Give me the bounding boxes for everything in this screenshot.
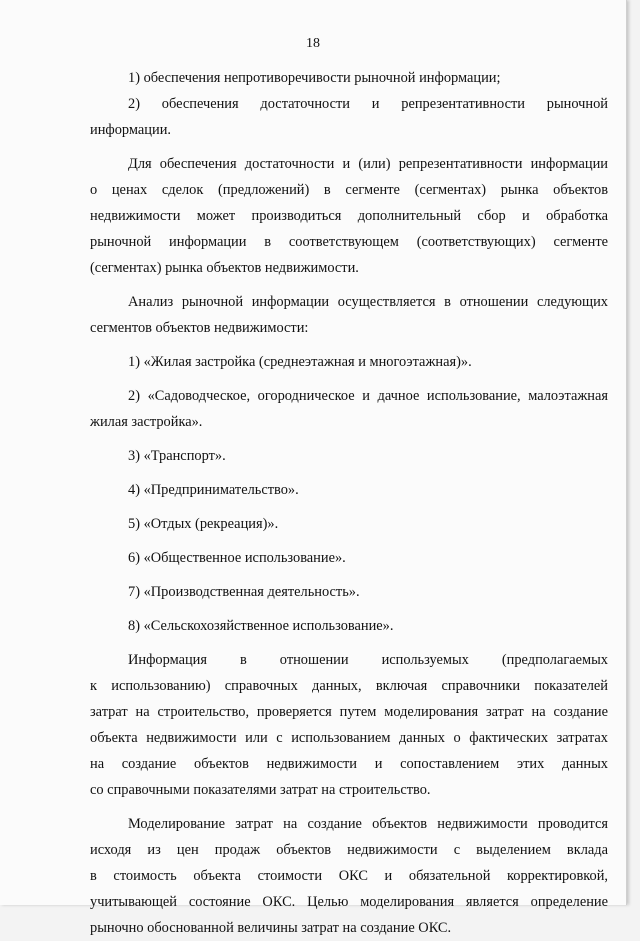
paragraph-line: в стоимость объекта стоимости ОКС и обязательной корректировкой, <box>90 868 608 884</box>
paragraph-gap <box>90 639 608 647</box>
list-item-sufficiency-line-1: 2) обеспечения достаточности и репрезентативности рыночной <box>128 96 608 112</box>
segment-item: 1) «Жилая застройка (среднеэтажная и многоэтажная)». <box>128 354 472 370</box>
paragraph-gap <box>90 281 608 289</box>
segment-item: 8) «Сельскохозяйственное использование». <box>128 618 394 634</box>
paragraph-gap <box>90 341 608 349</box>
paragraph-line: сегментов объектов недвижимости: <box>90 320 309 336</box>
paragraph-line: Моделирование затрат на создание объектов недвижимости проводится <box>128 816 608 832</box>
paragraph-line: рыночно обоснованной величины затрат на создание ОКС. <box>90 920 452 936</box>
paragraph-gap <box>90 803 608 811</box>
list-item-sufficiency-line-2: информации. <box>90 122 171 138</box>
paragraph-gap <box>90 375 608 383</box>
paragraph-line: Информация в отношении используемых (предполагаемых <box>128 652 608 668</box>
paragraph-line: со справочными показателями затрат на строительство. <box>90 782 431 798</box>
segment-item: 5) «Отдых (рекреация)». <box>128 516 279 532</box>
list-item-consistency: 1) обеспечения непротиворечивости рыночной информации; <box>128 70 501 86</box>
segment-item: 6) «Общественное использование». <box>128 550 346 566</box>
paragraph-line: Анализ рыночной информации осуществляется в отношении следующих <box>128 294 608 310</box>
segment-item: 7) «Производственная деятельность». <box>128 584 360 600</box>
segment-item-continuation: жилая застройка». <box>90 414 203 430</box>
paragraph-gap <box>90 469 608 477</box>
paragraph-line: о ценах сделок (предложений) в сегменте (сегментах) рынка объектов <box>90 182 608 198</box>
paragraph-line: затрат на строительство, проверяется путем моделирования затрат на создание <box>90 704 608 720</box>
paragraph-line: (сегментах) рынка объектов недвижимости. <box>90 260 359 276</box>
paragraph-gap <box>90 605 608 613</box>
document-body <box>90 65 608 941</box>
paragraph-line: учитывающей состояние ОКС. Целью моделирования является определение <box>90 894 608 910</box>
paragraph-line: Для обеспечения достаточности и (или) репрезентативности информации <box>128 156 608 172</box>
paragraph-gap <box>90 571 608 579</box>
segment-item: 4) «Предпринимательство». <box>128 482 299 498</box>
paragraph-line: недвижимости может производиться дополнительный сбор и обработка <box>90 208 608 224</box>
paragraph-line: исходя из цен продаж объектов недвижимости с выделением вклада <box>90 842 608 858</box>
paragraph-line: к использованию) справочных данных, включая справочники показателей <box>90 678 608 694</box>
paragraph-gap <box>90 143 608 151</box>
paragraph-gap <box>90 435 608 443</box>
segment-item: 2) «Садоводческое, огородническое и дачное использование, малоэтажная <box>128 388 608 404</box>
segment-item: 3) «Транспорт». <box>128 448 226 464</box>
paragraph-line: объекта недвижимости или с использованием данных о фактических затратах <box>90 730 608 746</box>
paragraph-gap <box>90 503 608 511</box>
paragraph-gap <box>90 537 608 545</box>
page-number: 18 <box>306 36 320 51</box>
paragraph-line: на создание объектов недвижимости и сопоставлением этих данных <box>90 756 608 772</box>
paragraph-line: рыночной информации в соответствующем (соответствующих) сегменте <box>90 234 608 250</box>
